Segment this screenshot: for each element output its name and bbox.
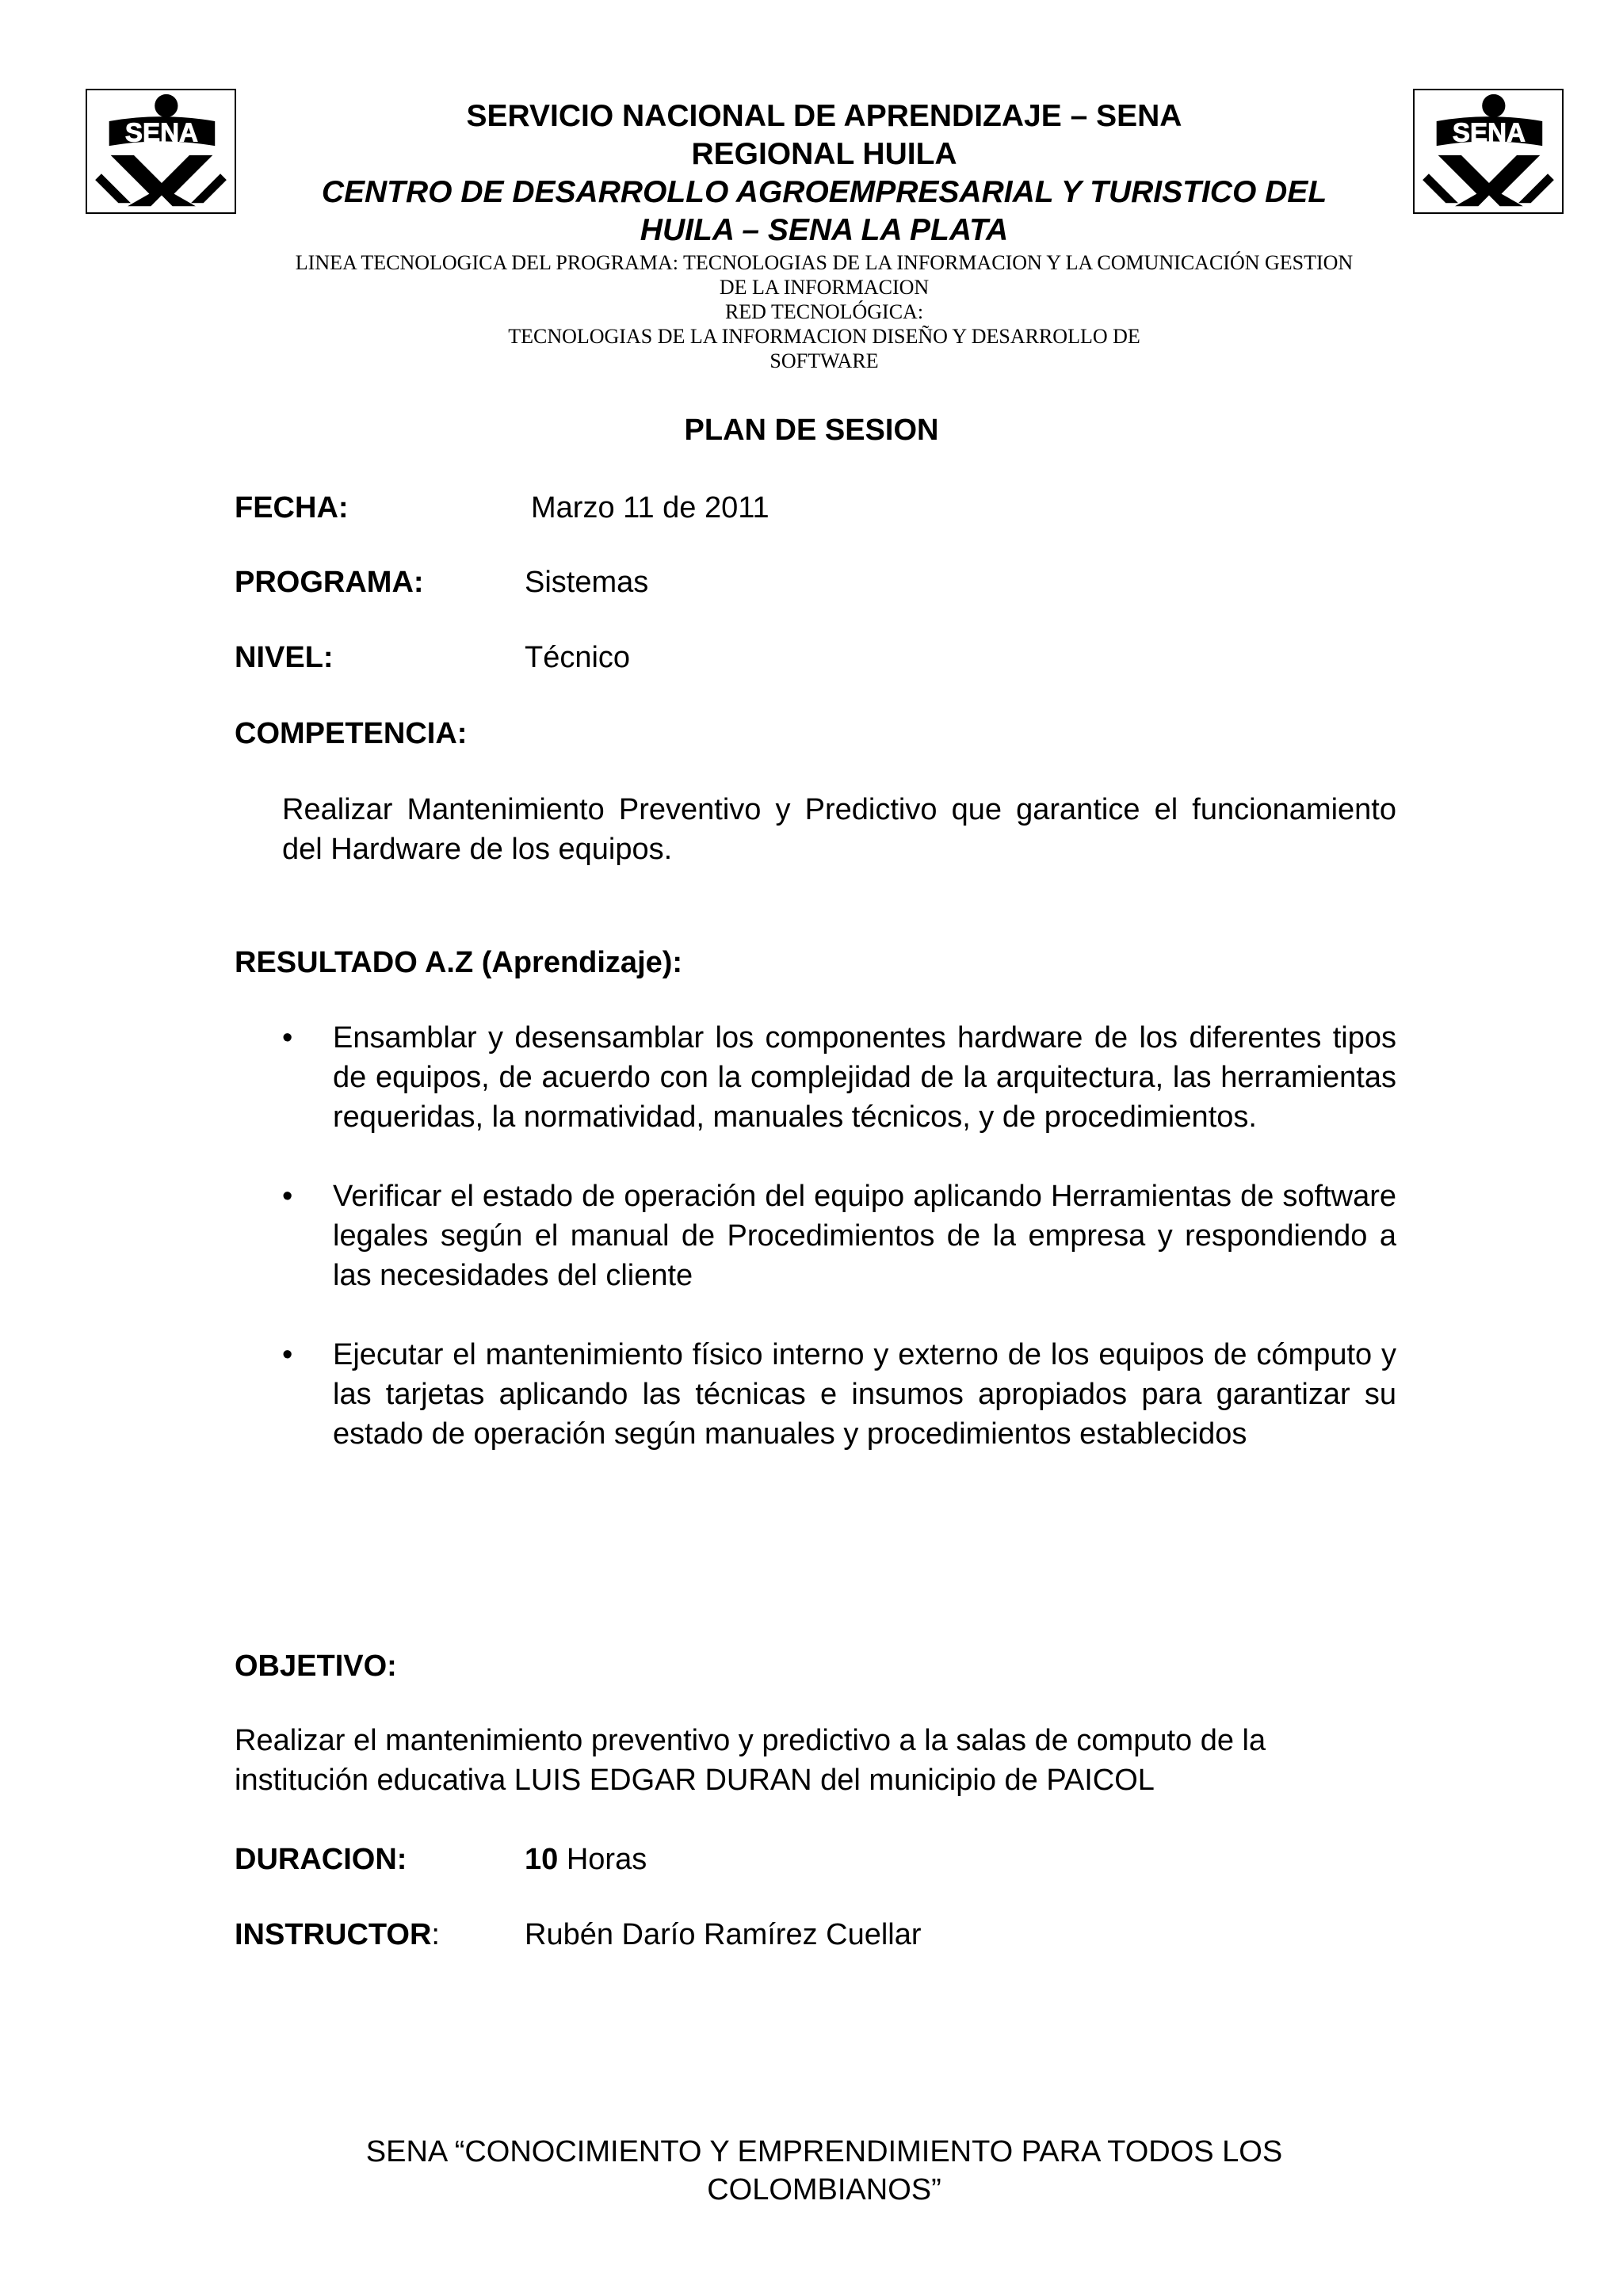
instructor-value: Rubén Darío Ramírez Cuellar [525,1918,922,1951]
instructor-label-text: INSTRUCTOR [235,1918,432,1951]
duracion-number: 10 [525,1843,559,1876]
logo-text: SENA [1452,118,1526,148]
sena-logo-right [1413,89,1564,214]
list-item [282,1335,1396,1454]
header-line-2: REGIONAL HUILA [691,137,957,171]
duracion-value [525,1841,647,1878]
header-line-6: DE LA INFORMACION [719,276,930,299]
resultado-text: Ejecutar el mantenimiento físico interno y externo de los equipos de cómputo y las tarjetas aplicando las técnicas e insumos apropiados para garantizar su estado de operación según manuales y procedimientos establecidos [333,1338,1396,1451]
bullet-icon: • [282,1338,293,1371]
competencia-label: COMPETENCIA: [235,717,468,750]
header-line-7: RED TECNOLÓGICA: [724,300,924,323]
header-line-1: SERVICIO NACIONAL DE APRENDIZAJE – SENA [466,99,1182,133]
fecha-label: FECHA: [235,491,349,524]
programa-value: Sistemas [525,566,649,599]
fecha-value: Marzo 11 de 2011 [531,491,769,524]
nivel-label: NIVEL: [235,641,334,674]
header-line-5: LINEA TECNOLOGICA DEL PROGRAMA: TECNOLOGIAS DE LA INFORMACION Y LA COMUNICACIÓN GESTION [295,251,1354,274]
footer [238,2133,1411,2209]
footer-line-2: COLOMBIANOS” [707,2173,941,2206]
objetivo-label: OBJETIVO: [235,1650,397,1683]
competencia-text: Realizar Mantenimiento Preventivo y Predictivo que garantice el funcionamiento del Hardware de los equipos. [282,793,1396,866]
sena-logo-icon [1415,90,1562,212]
sena-logo-icon [87,90,235,212]
bullet-icon: • [282,1021,293,1055]
header-line-3: CENTRO DE DESARROLLO AGROEMPRESARIAL Y TURISTICO DEL [321,175,1327,209]
list-item [282,1177,1396,1295]
list-item [282,1018,1396,1137]
instructor-label [235,1917,440,1953]
header-line-8: TECNOLOGIAS DE LA INFORMACION DISEÑO Y DESARROLLO DE [508,325,1140,348]
resultado-text: Ensamblar y desensamblar los componentes hardware de los diferentes tipos de equipos, de acuerdo con la complejidad de la arquitectura, las herramientas requeridas, la normatividad, manuales técnicos, y de procedimientos. [333,1021,1396,1134]
logo-text: SENA [124,118,198,148]
programa-label: PROGRAMA: [235,566,424,599]
objetivo-text: Realizar el mantenimiento preventivo y predictivo a la salas de computo de la institución educativa LUIS EDGAR DURAN del municipio de PAICOL [235,1724,1266,1797]
resultado-label: RESULTADO A.Z (Aprendizaje): [235,946,683,979]
page-title: PLAN DE SESION [684,414,939,447]
bullet-icon: • [282,1180,293,1213]
header-line-4: HUILA – SENA LA PLATA [640,213,1009,247]
sena-logo-left [86,89,236,214]
nivel-value: Técnico [525,641,631,674]
resultado-text: Verificar el estado de operación del equipo aplicando Herramientas de software legales según el manual de Procedimientos de la empresa y respondiendo a las necesidades del cliente [333,1180,1396,1292]
header-line-9: SOFTWARE [769,349,879,372]
duracion-unit: Horas [558,1843,647,1876]
duracion-label: DURACION: [235,1843,407,1876]
instructor-colon: : [431,1918,440,1951]
resultados-list [282,1018,1396,1493]
footer-line-1: SENA “CONOCIMIENTO Y EMPRENDIMIENTO PARA TODOS LOS [365,2135,1283,2168]
